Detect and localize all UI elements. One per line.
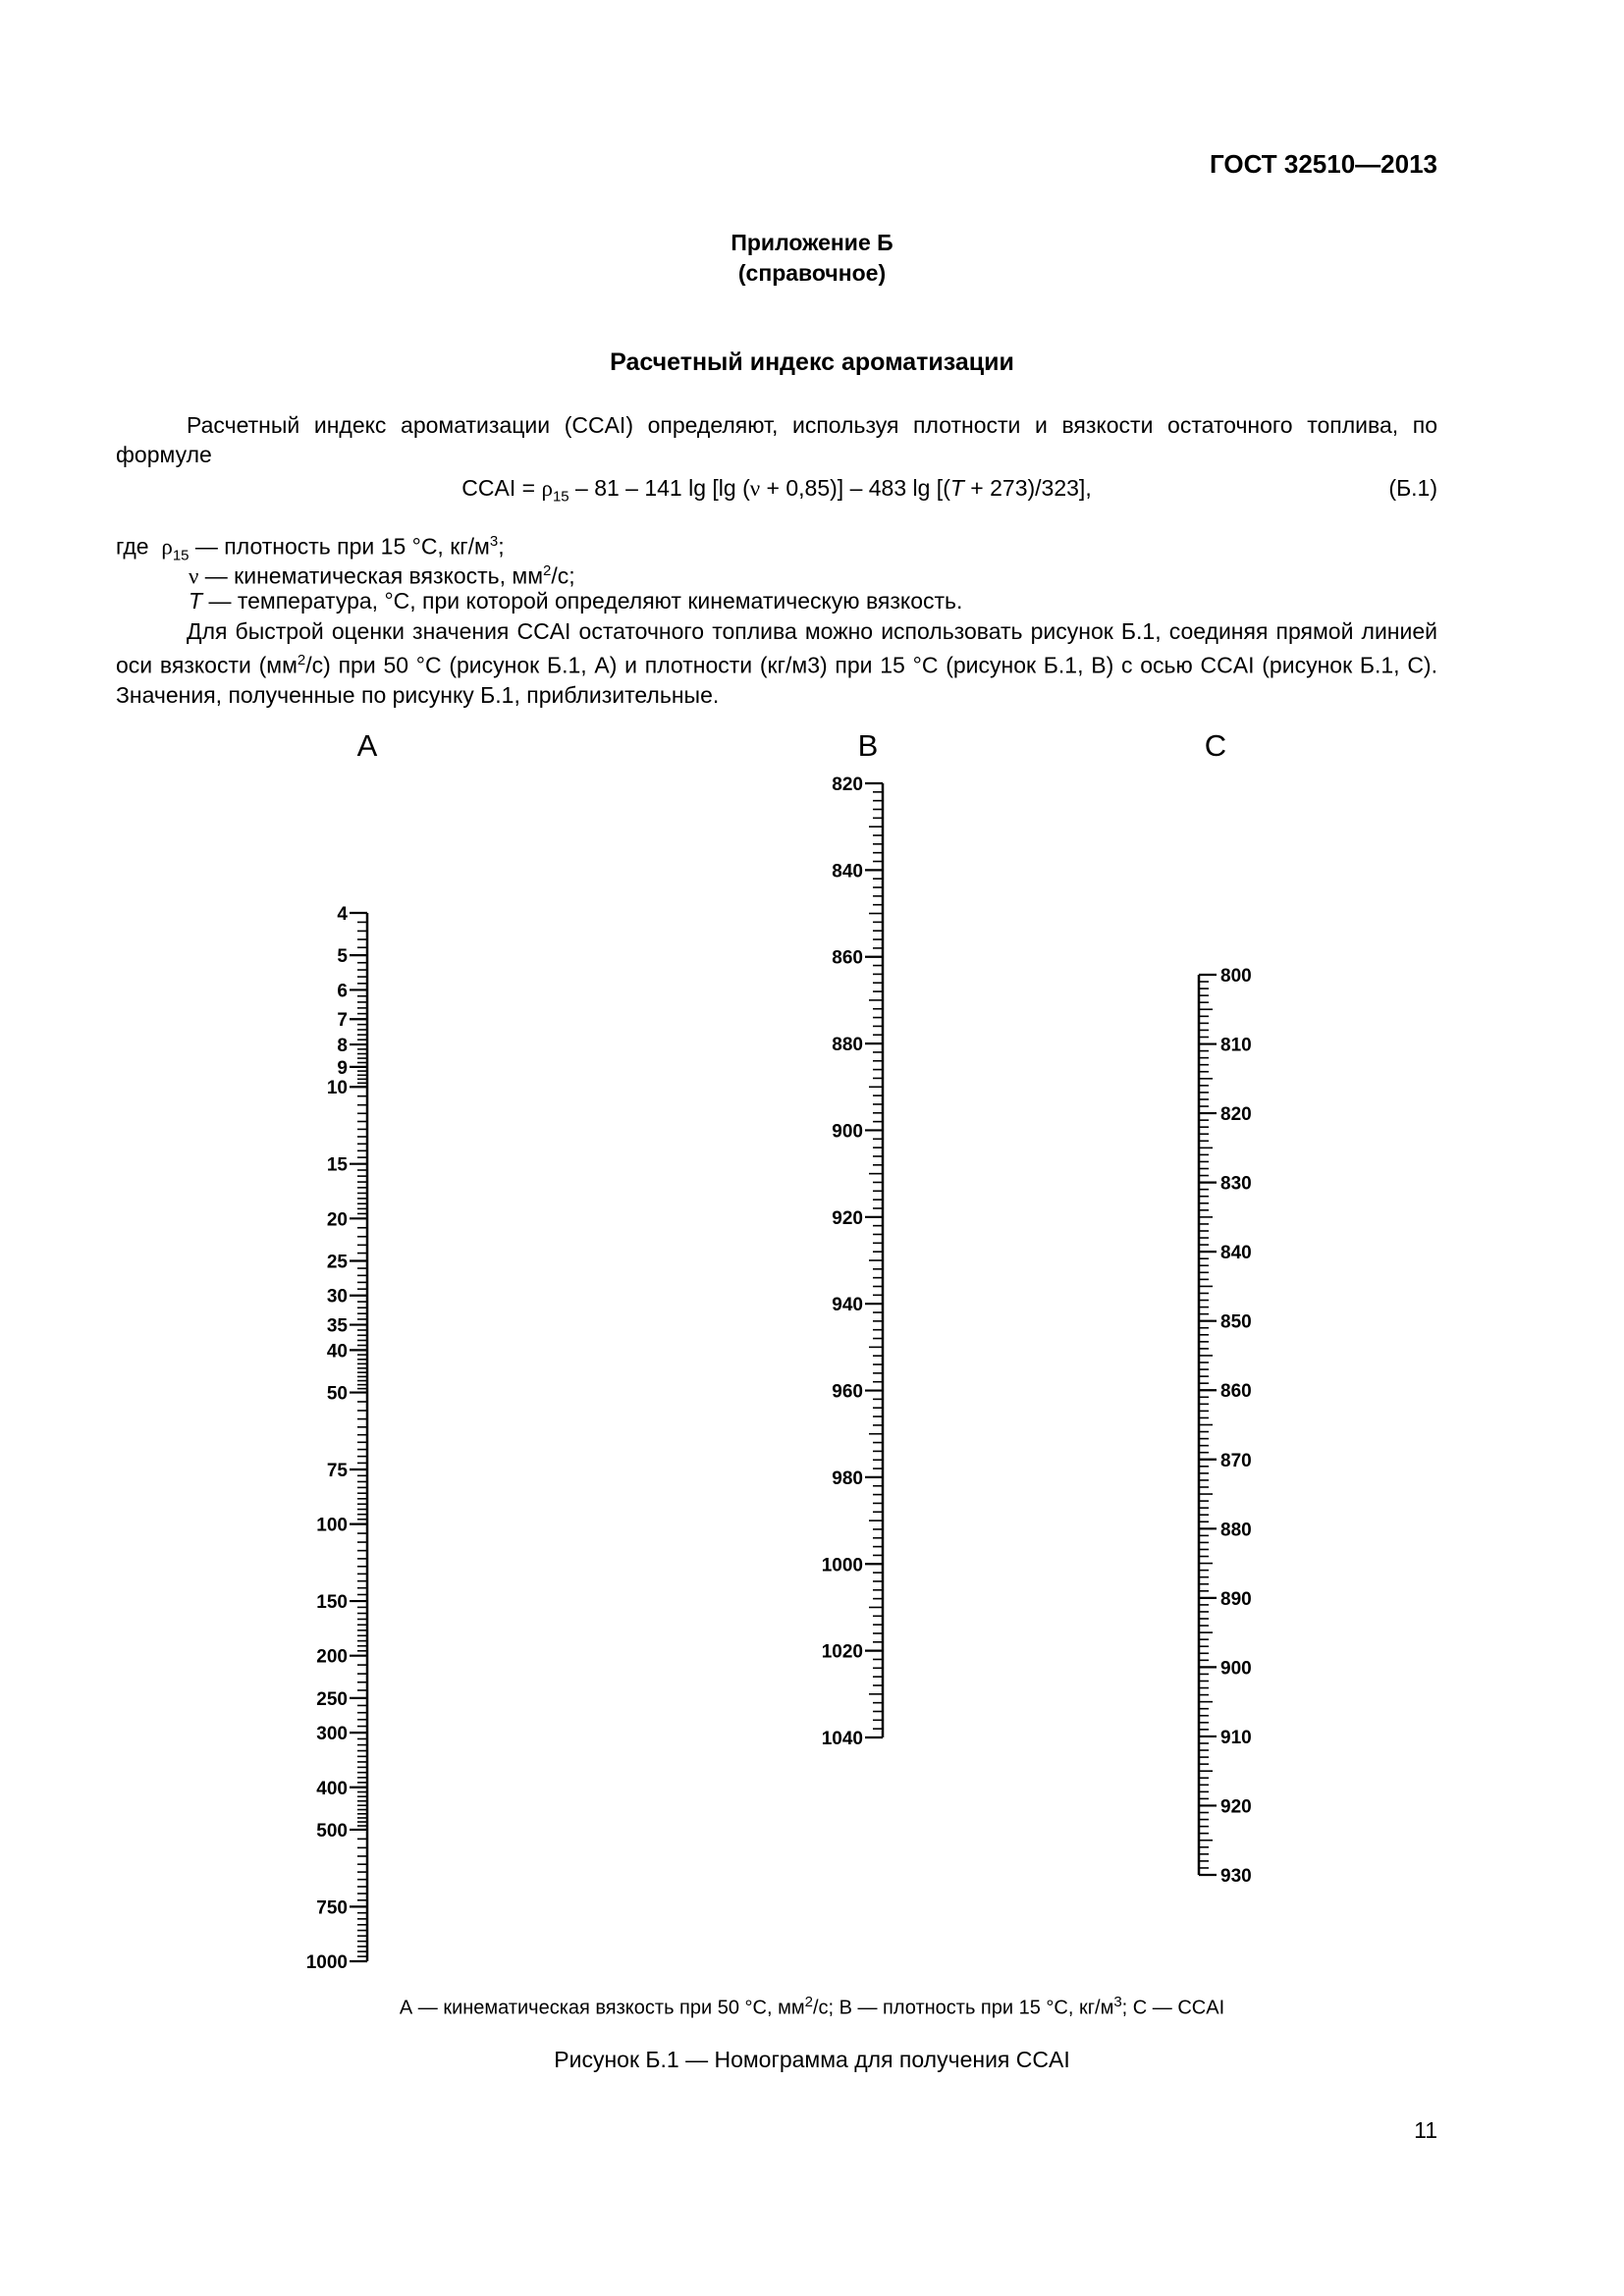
def-rho-symbol: ρ bbox=[161, 534, 173, 560]
axis-c-tick-label: 890 bbox=[1220, 1588, 1252, 1610]
axis-a-tick-label: 30 bbox=[326, 1286, 348, 1308]
axis-a-tick-label: 7 bbox=[337, 1010, 348, 1032]
quick-note-sup: 2 bbox=[297, 652, 306, 668]
axis-c-tick-label: 830 bbox=[1220, 1173, 1252, 1195]
quick-note-part2: /с) при 50 °С (рисунок Б.1, А) и плотности (кг/м3) при 15 °С (рисунок Б.1, В) с осью CCAI (рисунок Б.1, С). Значения, полученные по рисунку Б.1, приблизительные. bbox=[116, 652, 1437, 708]
formula-part1: CCAI = bbox=[461, 475, 542, 501]
axis-a-tick-label: 300 bbox=[316, 1724, 348, 1745]
formula-part3: + 0,85)] – 483 lg [( bbox=[760, 475, 950, 501]
formula-T: T bbox=[949, 475, 964, 501]
axis-a-tick-label: 4 bbox=[337, 904, 348, 925]
axis-b-tick-label: 840 bbox=[832, 861, 863, 882]
annex-subtitle-line: (справочное) bbox=[737, 260, 887, 286]
def-nu-text: — кинематическая вязкость, мм bbox=[198, 562, 544, 589]
def-nu-end: /с; bbox=[551, 562, 575, 589]
annex-title-line: Приложение Б bbox=[731, 230, 893, 255]
figure-caption: Рисунок Б.1 — Номограмма для получения CCAI bbox=[554, 2047, 1070, 2072]
formula-part2: – 81 – 141 lg [lg ( bbox=[568, 475, 750, 501]
legend-part3: ; С — CCAI bbox=[1121, 1997, 1225, 2019]
axis-b-tick-label: 920 bbox=[832, 1207, 863, 1229]
axis-b-tick-label: 960 bbox=[832, 1381, 863, 1403]
standard-header: ГОСТ 32510—2013 bbox=[1210, 149, 1437, 179]
axis-a-tick-label: 500 bbox=[316, 1820, 348, 1842]
axis-a-tick-label: 400 bbox=[316, 1778, 348, 1799]
section-title: Расчетный индекс ароматизации bbox=[610, 348, 1014, 376]
axis-a-tick-label: 250 bbox=[316, 1688, 348, 1710]
def-rho-sub: 15 bbox=[172, 547, 189, 564]
axis-c-tick-label: 840 bbox=[1220, 1243, 1252, 1264]
axis-b-tick-label: 820 bbox=[832, 774, 863, 795]
figure-legend bbox=[0, 1994, 1624, 2020]
page-number: 11 bbox=[1414, 2117, 1437, 2143]
axis-c-tick-label: 820 bbox=[1220, 1104, 1252, 1126]
legend-part2: /с; В — плотность при 15 °С, кг/м bbox=[812, 1997, 1114, 2019]
formula-part4: + 273)/323], bbox=[963, 475, 1092, 501]
axis-b-tick-label: 860 bbox=[832, 947, 863, 969]
axis-b-tick-label: 980 bbox=[832, 1468, 863, 1489]
legend-part1: А — кинематическая вязкость при 50 °С, мм bbox=[399, 1997, 805, 2019]
axis-a-tick-label: 8 bbox=[337, 1036, 348, 1057]
axis-a-tick-label: 1000 bbox=[305, 1952, 348, 1973]
formula-number: (Б.1) bbox=[1388, 475, 1437, 501]
axis-c-tick-label: 920 bbox=[1220, 1796, 1252, 1818]
axis-b-tick-label: 940 bbox=[832, 1295, 863, 1316]
def-T-symbol: T bbox=[189, 588, 203, 614]
axis-c-tick-label: 930 bbox=[1220, 1866, 1252, 1887]
def-T-text: — температура, °С, при которой определяют кинематическую вязкость. bbox=[202, 588, 963, 614]
where-word: где bbox=[116, 533, 149, 560]
formula-rho: ρ bbox=[541, 476, 553, 501]
axis-b-tick-label: 900 bbox=[832, 1121, 863, 1143]
axis-b-tick-label: 1040 bbox=[821, 1729, 863, 1749]
axis-a-tick-label: 40 bbox=[326, 1341, 348, 1362]
axis-c-tick-label: 810 bbox=[1220, 1035, 1252, 1056]
def-rho-end: ; bbox=[498, 533, 505, 560]
legend-sup1: 2 bbox=[804, 1994, 813, 2010]
axis-c-tick-label: 910 bbox=[1220, 1727, 1252, 1748]
intro-paragraph: Расчетный индекс ароматизации (CCAI) определяют, используя плотности и вязкости остаточного топлива, по формуле bbox=[116, 412, 1437, 467]
axis-b-letter: B bbox=[857, 728, 879, 763]
axis-a-tick-label: 25 bbox=[326, 1252, 348, 1273]
axis-a-tick-label: 5 bbox=[337, 946, 348, 968]
axis-c-letter: C bbox=[1204, 728, 1227, 763]
axis-c-tick-label: 800 bbox=[1220, 966, 1252, 987]
axis-a-tick-label: 100 bbox=[316, 1515, 348, 1536]
axis-a-tick-label: 10 bbox=[326, 1078, 348, 1099]
axis-a-tick-label: 9 bbox=[337, 1057, 348, 1079]
axis-a-tick-label: 200 bbox=[316, 1646, 348, 1668]
def-nu-symbol: ν bbox=[189, 563, 199, 589]
axis-a-tick-label: 750 bbox=[316, 1897, 348, 1919]
formula-rho-sub: 15 bbox=[552, 488, 569, 506]
axis-c-tick-label: 880 bbox=[1220, 1520, 1252, 1541]
axis-a-tick-label: 15 bbox=[326, 1154, 348, 1176]
axis-a-tick-label: 150 bbox=[316, 1592, 348, 1614]
axis-b-tick-label: 1000 bbox=[821, 1555, 863, 1576]
axis-a-tick-label: 75 bbox=[326, 1460, 348, 1481]
axis-a-tick-label: 35 bbox=[326, 1315, 348, 1337]
axis-c-tick-label: 900 bbox=[1220, 1658, 1252, 1680]
axis-a-letter: A bbox=[356, 728, 378, 763]
axis-c-tick-label: 870 bbox=[1220, 1450, 1252, 1471]
def-rho-sup: 3 bbox=[489, 533, 499, 550]
axis-c-tick-label: 860 bbox=[1220, 1381, 1252, 1403]
axis-a-tick-label: 20 bbox=[326, 1209, 348, 1231]
axis-c-tick-label: 850 bbox=[1220, 1311, 1252, 1333]
def-rho-text: — плотность при 15 °С, кг/м bbox=[189, 533, 490, 560]
def-nu-sup: 2 bbox=[543, 562, 552, 579]
axis-b-tick-label: 880 bbox=[832, 1035, 863, 1056]
quick-note-part1: Для быстрой оценки значения CCAI остаточного топлива можно использовать рисунок Б.1, соединяя прямой линией оси вязкости (мм bbox=[116, 618, 1437, 678]
axis-a-tick-label: 50 bbox=[326, 1383, 348, 1405]
formula-nu: ν bbox=[749, 476, 761, 501]
axis-a-tick-label: 6 bbox=[337, 981, 348, 1002]
legend-sup2: 3 bbox=[1113, 1994, 1122, 2010]
axis-b-tick-label: 1020 bbox=[821, 1641, 863, 1663]
